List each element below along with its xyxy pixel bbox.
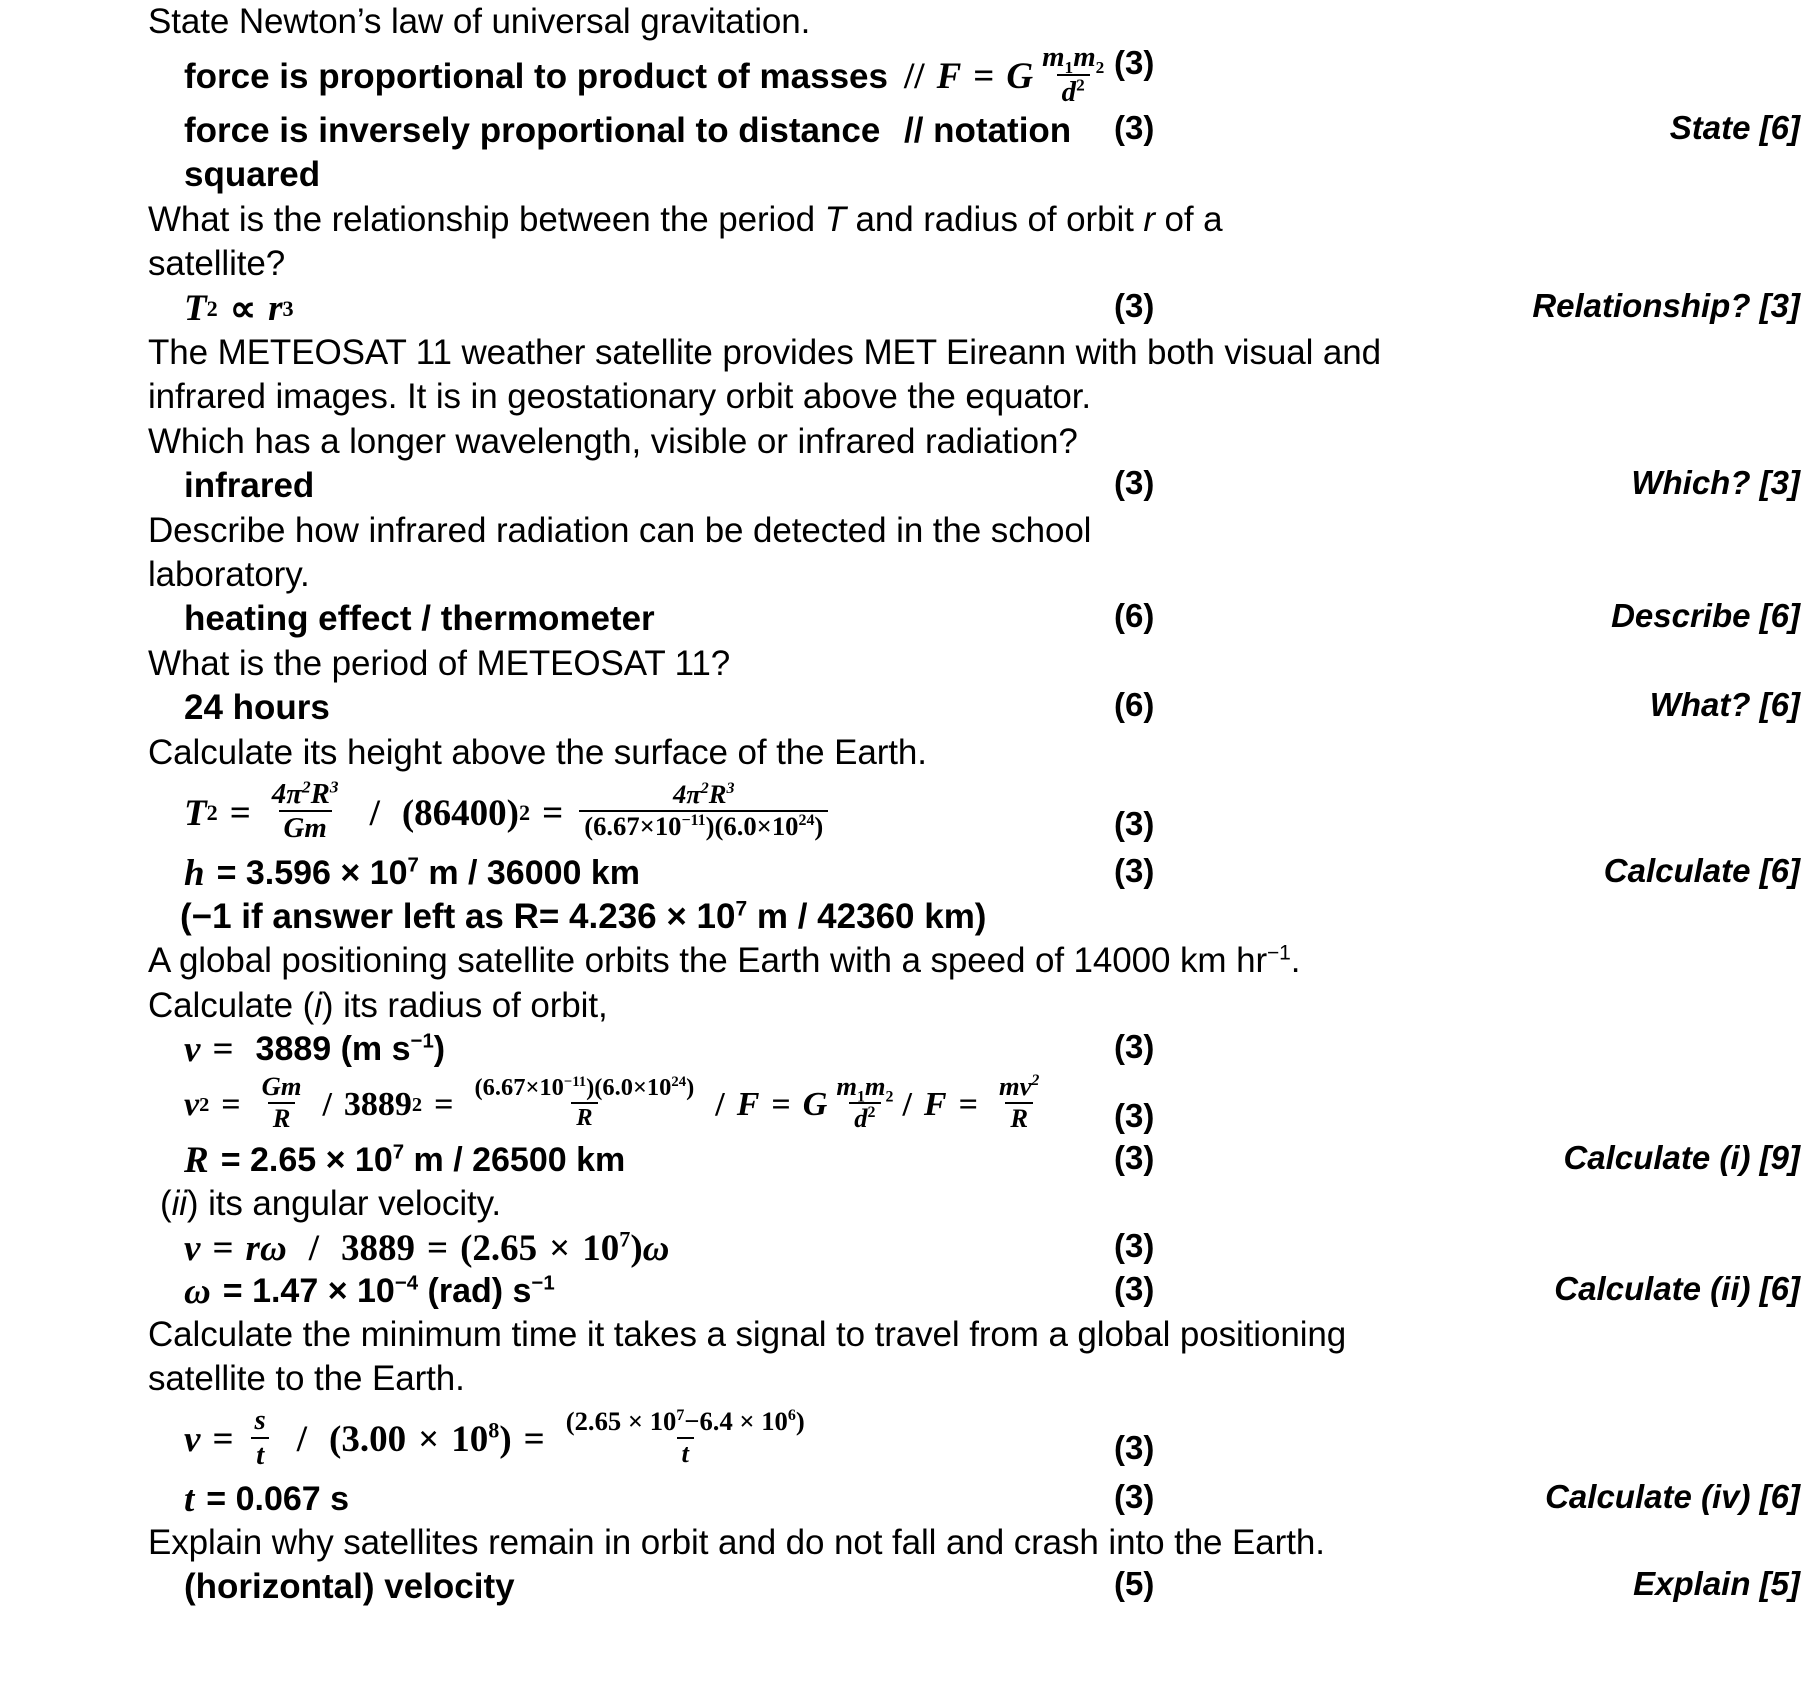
question-text: What is the relationship between the period T and radius of orbit r of a satellite? bbox=[148, 199, 1223, 284]
symbol-F: F bbox=[936, 56, 962, 98]
denominator-Gm: Gm bbox=[283, 812, 327, 845]
mark-value: (3) bbox=[1114, 1429, 1155, 1467]
numerator-4pi2R3: $4\pi^2R^3$ bbox=[672, 779, 735, 810]
slash-separator: / bbox=[308, 1227, 319, 1269]
formula-t-result bbox=[148, 1478, 1108, 1521]
formula-h-result bbox=[148, 852, 1108, 895]
answer-row bbox=[0, 41, 1818, 109]
question-text: Calculate (i) its radius of orbit, bbox=[148, 985, 608, 1025]
question-row bbox=[0, 331, 1818, 420]
question-tag bbox=[1254, 781, 1800, 805]
question-text: (ii) its angular velocity. bbox=[160, 1184, 502, 1224]
mark-value: (5) bbox=[1114, 1565, 1155, 1603]
answer-text: 24 hours bbox=[184, 688, 330, 728]
symbol-R: R bbox=[184, 1140, 209, 1182]
mark-value: (3) bbox=[1114, 851, 1155, 889]
subscript-2: 2 bbox=[1095, 58, 1105, 78]
question-tag bbox=[1254, 1407, 1800, 1429]
question-text: Calculate its height above the surface of the Earth. bbox=[148, 732, 927, 772]
symbol-F: F bbox=[736, 1085, 760, 1123]
times-sign: × bbox=[549, 1227, 571, 1269]
symbol-r: r bbox=[268, 288, 283, 330]
symbol-h: h bbox=[184, 852, 205, 894]
italic-ii: ii bbox=[171, 1184, 187, 1224]
mark-value: (3) bbox=[1114, 286, 1155, 324]
italic-T: T bbox=[824, 199, 846, 239]
equals-sign: = bbox=[542, 792, 564, 834]
equals-sign: = bbox=[958, 1085, 978, 1123]
question-row bbox=[0, 1313, 1818, 1402]
answer-row bbox=[0, 1404, 1818, 1472]
formula-omega-result bbox=[148, 1270, 1108, 1313]
h-value: = $3.596 \times 10^7$ m / 36000 km bbox=[216, 853, 641, 892]
question-text: Which has a longer wavelength, visible or infrared radiation? bbox=[148, 421, 1078, 461]
symbol-G: G bbox=[1006, 56, 1034, 98]
question-text: What is the period of METEOSAT 11? bbox=[148, 643, 731, 683]
equals-sign: = bbox=[229, 792, 251, 834]
equals-sign: = bbox=[434, 1085, 454, 1123]
fraction-constants-over-R: $\frac{(6.67\times 10^{-11})(6.0\times 10^{24})}{R}$ bbox=[474, 1074, 695, 1131]
mark-value: (3) bbox=[1114, 1226, 1155, 1264]
mark-value: (6) bbox=[1114, 597, 1155, 635]
equals-sign: = bbox=[221, 1085, 241, 1123]
symbol-T: T bbox=[184, 792, 207, 834]
v-value: 3889 (m $s^{-1}$) bbox=[255, 1030, 446, 1069]
answer-row bbox=[0, 1478, 1818, 1521]
symbol-m1: m bbox=[1042, 41, 1065, 74]
answer-row bbox=[0, 895, 1818, 939]
symbol-omega: ω bbox=[184, 1270, 211, 1312]
answer-text: force is inversely proportional to distance squared bbox=[184, 111, 881, 195]
question-text: State Newton’s law of universal gravitation. bbox=[148, 2, 811, 41]
formula-v-3889 bbox=[148, 1028, 1108, 1071]
question-text: Describe how infrared radiation can be detected in the school laboratory. bbox=[148, 510, 1092, 594]
answer-row bbox=[0, 597, 1818, 641]
question-tag: Calculate (ii) [6] bbox=[1554, 1269, 1800, 1307]
fraction-numeric-substitution bbox=[579, 781, 828, 841]
mark-value: (3) bbox=[1114, 1028, 1155, 1066]
formula-newton-law bbox=[904, 41, 1113, 109]
question-row bbox=[0, 642, 1818, 686]
equals-sign: = bbox=[212, 1029, 234, 1071]
question-tag: Which? [3] bbox=[1631, 464, 1800, 502]
fraction-4pi2R3-over-Gm bbox=[267, 779, 344, 844]
symbol-d: d bbox=[1061, 75, 1077, 108]
slash-separator: / bbox=[322, 1085, 332, 1123]
answer-row bbox=[0, 109, 1818, 198]
mark-value: (3) bbox=[1114, 1269, 1155, 1307]
formula-T2-prop-r3: T 2 ∝ r 3 bbox=[184, 288, 294, 330]
fraction-Gm-over-R: $\frac{Gm}{R}$ bbox=[261, 1071, 302, 1133]
question-row bbox=[0, 731, 1818, 775]
symbol-m2: m bbox=[1073, 41, 1096, 74]
answer-row bbox=[0, 1270, 1818, 1313]
question-text: Calculate the minimum time it takes a signal to travel from a global positioning satellite to the Earth. bbox=[148, 1314, 1347, 1398]
mark-value: (3) bbox=[1114, 1097, 1155, 1135]
deduction-note: (−1 if answer left as $R= 4.236 \times 10^7$ m / 42360 km) bbox=[180, 896, 987, 936]
double-slash: // bbox=[904, 56, 925, 98]
equals-sign: = bbox=[523, 1419, 545, 1461]
question-text: The METEOSAT 11 weather satellite provides MET Eireann with both visual and infrared images. It is in geostationary orbit above the equator. bbox=[148, 332, 1382, 417]
symbol-omega: ω bbox=[642, 1227, 670, 1269]
answer-text: heating effect / thermometer bbox=[184, 599, 655, 639]
answer-row bbox=[0, 1139, 1818, 1182]
equals-sign: = bbox=[212, 1227, 234, 1269]
value-86400: (86400) bbox=[401, 792, 519, 834]
answer-text: (horizontal) velocity bbox=[184, 1567, 515, 1607]
symbol-t: t bbox=[184, 1478, 195, 1520]
answer-row bbox=[0, 1071, 1818, 1135]
symbol-v: v bbox=[184, 1419, 201, 1461]
symbol-v: v bbox=[184, 1029, 201, 1071]
value-3889: 3889 bbox=[343, 1085, 412, 1123]
formula-period-height: T 2 = $\frac{4\pi^2R^3}{Gm}$ / (86400) 2 = $\frac{4\pi^2R^3}{(6.67\times 10^{-11})(6.0\times 10^{24})}$ bbox=[148, 781, 1108, 846]
equals-sign: = bbox=[973, 56, 995, 98]
question-tag bbox=[1254, 1075, 1800, 1097]
symbol-v: v bbox=[184, 1085, 200, 1123]
mark-value: (3) bbox=[1114, 44, 1155, 82]
mark-value: (3) bbox=[1114, 805, 1155, 843]
question-tag: Calculate [6] bbox=[1603, 851, 1800, 889]
answer-row bbox=[0, 686, 1818, 730]
question-tag: State [6] bbox=[1669, 109, 1800, 147]
answer-text: infrared bbox=[184, 466, 315, 506]
answer-row bbox=[0, 1028, 1818, 1071]
formula-signal-time: v = $\frac{s}{t}$ / (3.00 × $10^8$) = $\frac{(2.65 \times 10^7-6.4 \times 10^6)}{t}$ bbox=[148, 1407, 1108, 1472]
italic-r: r bbox=[1143, 199, 1155, 239]
value-265e7: (2.65 bbox=[460, 1227, 538, 1269]
denominator-constants: $(6.67\times 10^{-11})(6.0\times 10^{24})$ bbox=[584, 811, 824, 842]
symbol-omega: ω bbox=[259, 1227, 287, 1269]
question-row bbox=[0, 1182, 1818, 1226]
answer-row bbox=[0, 1565, 1818, 1609]
symbol-T: T bbox=[184, 288, 207, 330]
question-row bbox=[0, 939, 1818, 983]
slash-separator: / bbox=[369, 792, 380, 834]
question-tag: What? [6] bbox=[1649, 686, 1800, 724]
numerator-4pi2R3: $4\pi^2R^3$ bbox=[271, 777, 339, 811]
formula-v2-substitution: v 2 = $\frac{Gm}{R}$ / 3889 2 = $\frac{(6.67\times 10^{-11})(6.0\times 10^{24})}{R}$ / F = G $\frac{m_1m_2}{d^2}$ / F = $\frac{mv^2}{R}$ bbox=[148, 1075, 1108, 1135]
question-text: A global positioning satellite orbits the Earth with a speed of 14000 km $hr^{-1}$. bbox=[148, 941, 1301, 981]
italic-i: i bbox=[314, 985, 322, 1025]
times-sign: × bbox=[418, 1419, 440, 1461]
symbol-v: v bbox=[184, 1227, 201, 1269]
question-row bbox=[0, 420, 1818, 464]
symbol-F: F bbox=[923, 1085, 947, 1123]
fraction-m1m2-over-d2: $\frac{m_1m_2}{d^2}$ bbox=[836, 1071, 894, 1133]
R-value: = $2.65 \times 10^7$ m / 26500 km bbox=[220, 1141, 626, 1180]
omega-value: = $1.47 \times 10^{-4}$ (rad) $s^{-1}$ bbox=[222, 1271, 555, 1310]
value-3889: 3889 bbox=[340, 1227, 415, 1269]
fraction-s-over-t: $\frac{s}{t}$ bbox=[250, 1405, 271, 1470]
value-3-00: (3.00 bbox=[329, 1419, 407, 1461]
mark-value: (3) bbox=[1114, 109, 1155, 147]
proportional-sign: ∝ bbox=[229, 288, 257, 330]
question-tag: Calculate (i) [9] bbox=[1563, 1139, 1800, 1177]
subscript-1: 1 bbox=[1064, 58, 1074, 78]
note-notation: // notation bbox=[904, 111, 1072, 151]
fraction-m1m2-over-d2 bbox=[1037, 42, 1109, 107]
question-tag: Explain [5] bbox=[1633, 1565, 1800, 1603]
answer-row bbox=[0, 852, 1818, 895]
formula-R-result bbox=[148, 1139, 1108, 1182]
equals-sign: = bbox=[771, 1085, 791, 1123]
question-row bbox=[0, 0, 1818, 44]
exponent-2: 2 bbox=[1076, 75, 1085, 95]
mark-value: (3) bbox=[1114, 1477, 1155, 1515]
answer-row bbox=[0, 1227, 1818, 1270]
equals-sign: = bbox=[212, 1419, 234, 1461]
slash-separator: / bbox=[902, 1085, 912, 1123]
question-row bbox=[0, 984, 1818, 1028]
question-tag: Describe [6] bbox=[1611, 597, 1800, 635]
question-row bbox=[0, 1521, 1818, 1565]
slash-separator: / bbox=[296, 1419, 308, 1461]
answer-row bbox=[0, 287, 1818, 331]
question-tag: Calculate (iv) [6] bbox=[1545, 1477, 1800, 1515]
question-text: Explain why satellites remain in orbit and do not fall and crash into the Earth. bbox=[148, 1522, 1325, 1562]
formula-v-r-omega: v = r ω / 3889 = (2.65 × $10^7$) ω bbox=[184, 1226, 670, 1269]
t-value: = 0.067 s bbox=[206, 1479, 350, 1518]
slash-separator: / bbox=[715, 1085, 725, 1123]
fraction-distance-over-t: $\frac{(2.65 \times 10^7-6.4 \times 10^6)}{t}$ bbox=[565, 1405, 805, 1468]
answer-row bbox=[0, 777, 1818, 846]
mark-value: (3) bbox=[1114, 464, 1155, 502]
symbol-G: G bbox=[802, 1085, 828, 1123]
mark-value: (3) bbox=[1114, 1139, 1155, 1177]
answer-row bbox=[0, 464, 1818, 508]
answer-text: force is proportional to product of masses bbox=[184, 56, 888, 96]
question-tag: Relationship? [3] bbox=[1532, 286, 1800, 324]
question-row bbox=[0, 198, 1818, 287]
mark-value: (6) bbox=[1114, 686, 1155, 724]
symbol-r: r bbox=[245, 1227, 260, 1269]
equals-sign: = bbox=[426, 1227, 449, 1269]
question-row bbox=[0, 509, 1818, 598]
fraction-mv2-over-R: $\frac{mv^2}{R}$ bbox=[998, 1071, 1040, 1133]
